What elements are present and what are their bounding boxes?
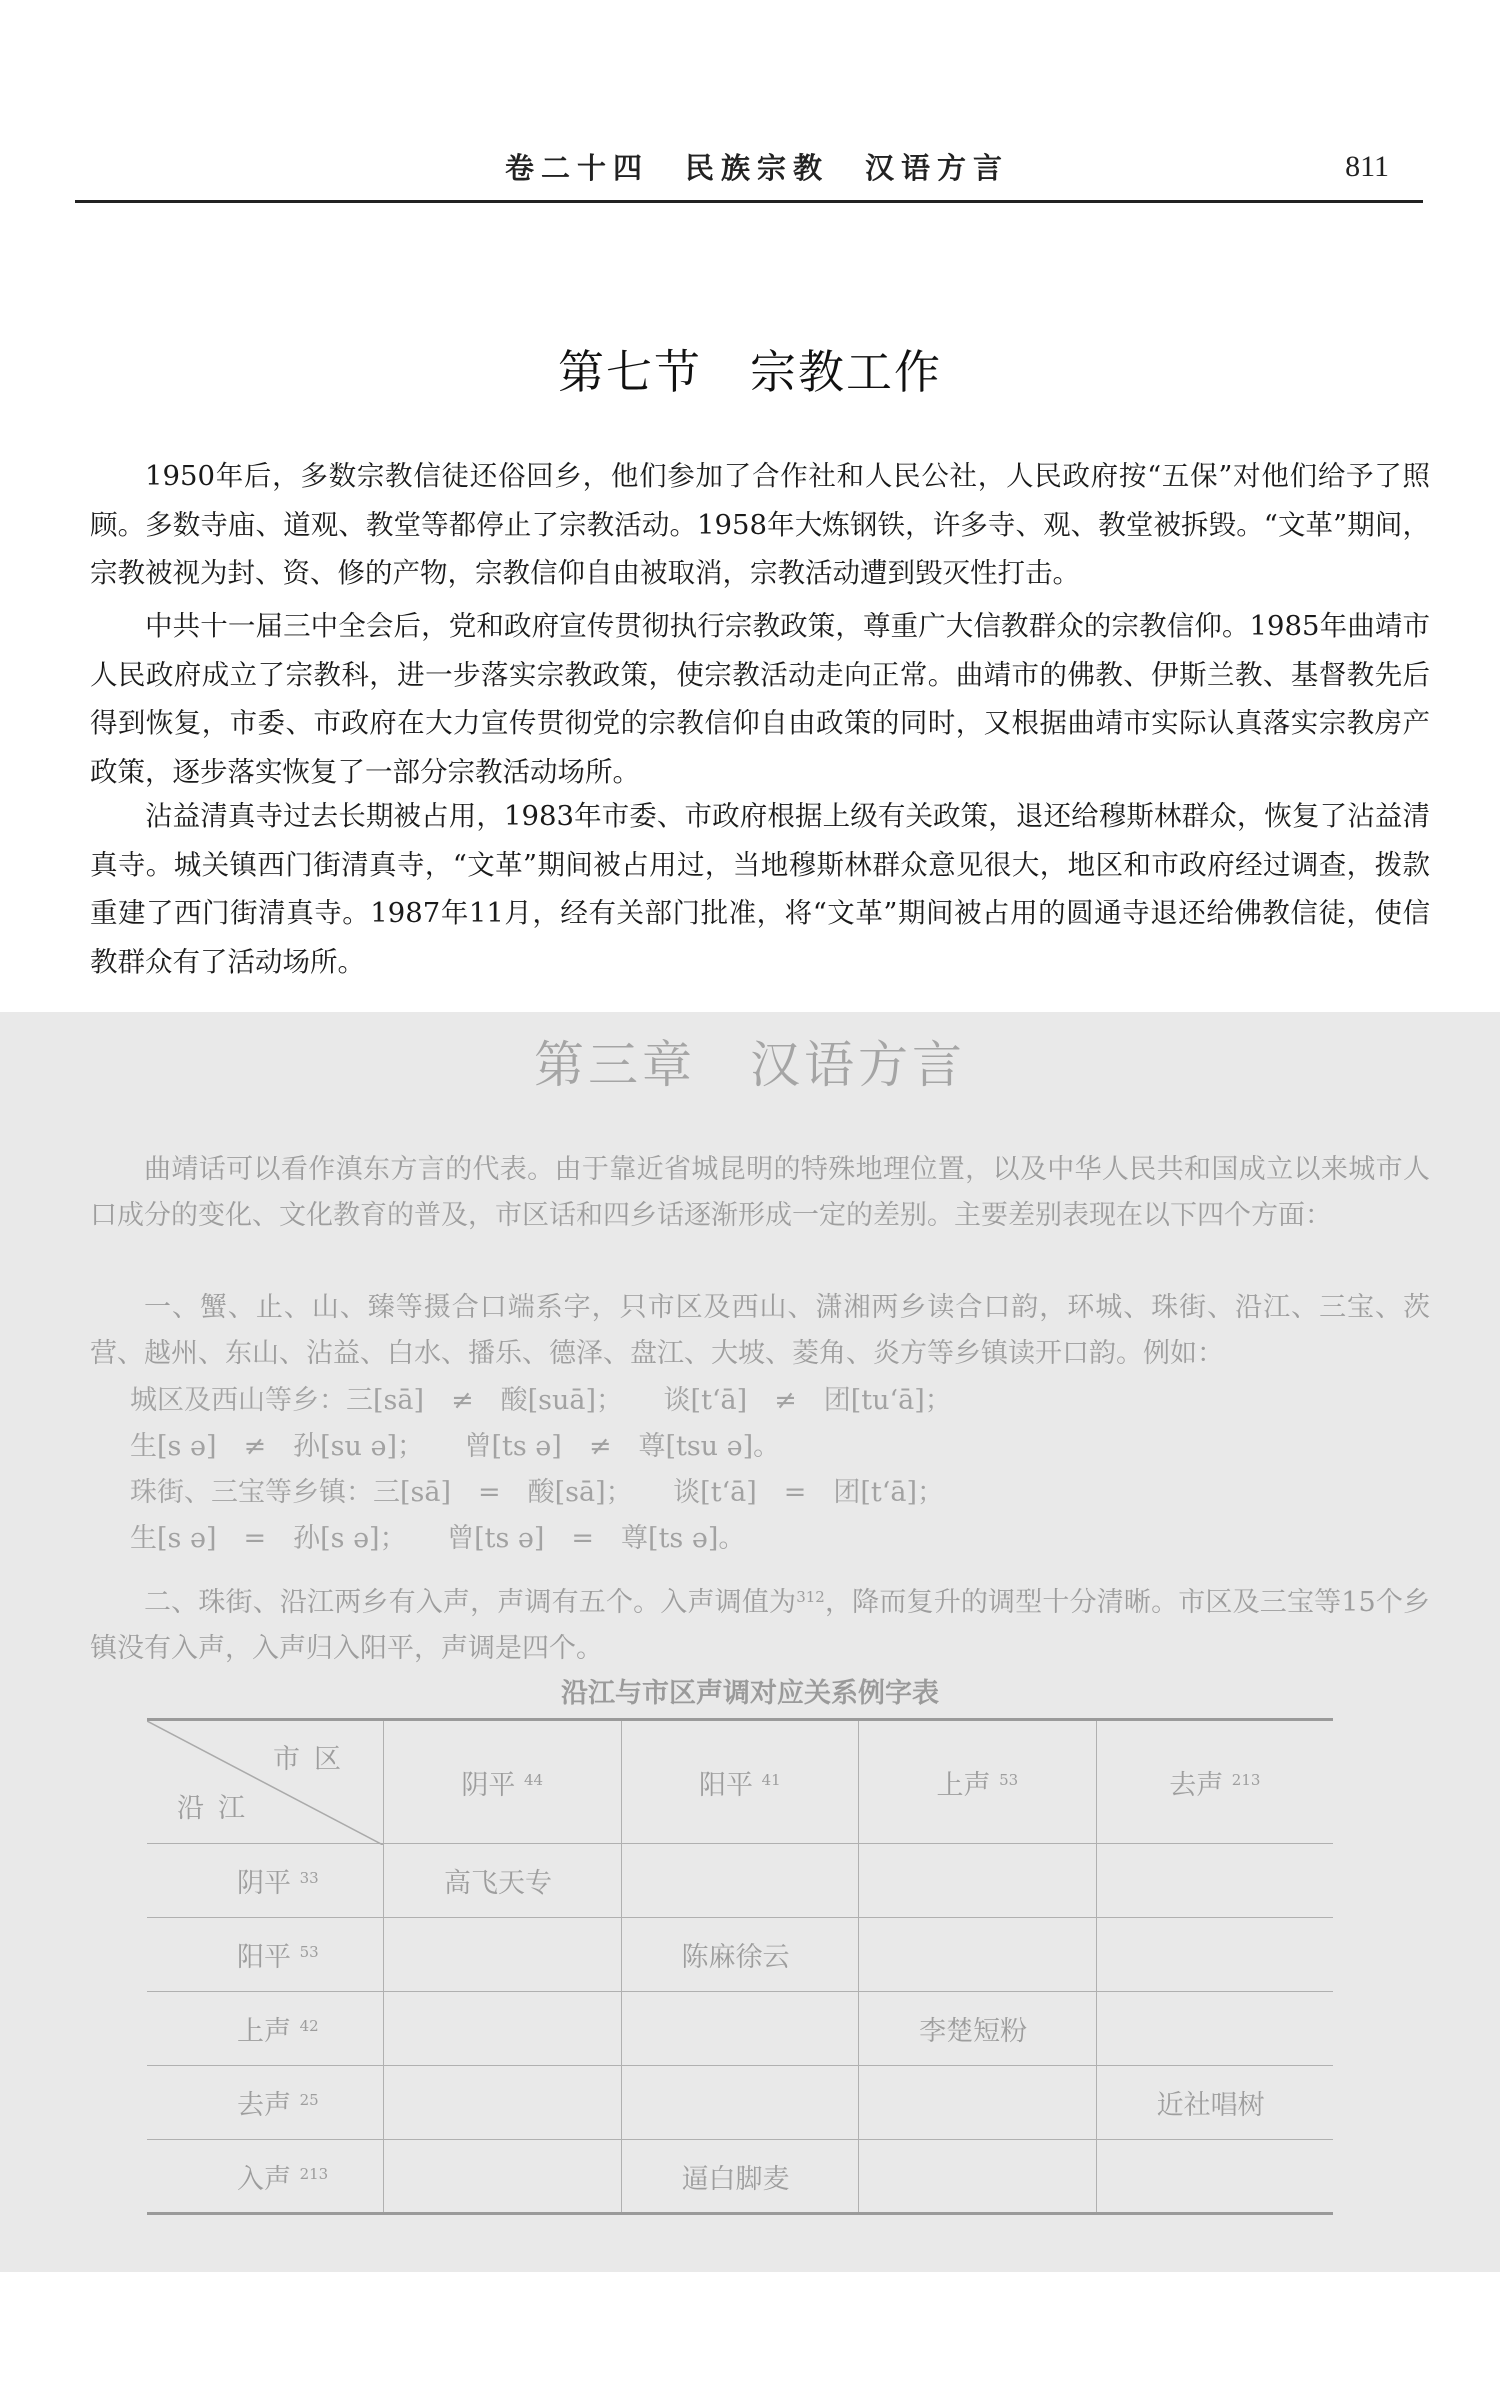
point-two (90, 1574, 1430, 1672)
row-tone: 33 (299, 1869, 319, 1887)
tone-value: 312 (796, 1588, 825, 1606)
row-tone: 25 (299, 2091, 319, 2109)
table-cell (859, 1918, 1097, 1992)
table-row (147, 2066, 1333, 2140)
column-name: 上声 (936, 1769, 991, 1801)
column-header (621, 1720, 859, 1844)
running-title: 卷二十四 民族宗教 汉语方言 (505, 151, 1010, 185)
table-cell: 陈麻徐云 (621, 1918, 859, 1992)
table-row (147, 1844, 1333, 1918)
table-cell (384, 2140, 622, 2214)
row-name: 阴平 (237, 1868, 291, 1899)
row-tone: 53 (299, 1943, 319, 1961)
table-cell (384, 1918, 622, 1992)
row-header (147, 1992, 384, 2066)
column-tone: 41 (761, 1770, 781, 1789)
column-header (859, 1720, 1097, 1844)
table-cell (384, 2066, 622, 2140)
chapter-title: 第三章 汉语方言 (534, 1036, 966, 1094)
table-cell: 近社唱树 (1096, 2066, 1333, 2140)
column-header (384, 1720, 622, 1844)
page-number: 811 (1345, 150, 1389, 183)
table-cell (859, 1844, 1097, 1918)
row-header (147, 2140, 384, 2214)
row-name: 阳平 (237, 1942, 291, 1973)
tone-table (147, 1718, 1333, 2215)
example-line-3: 珠街、三宝等乡镇：三[sā] = 酸[sā]； 谈[t‘ā] = 团[t‘ā]； (130, 1477, 944, 1508)
row-header (147, 1844, 384, 1918)
table-cell: 李楚短粉 (859, 1992, 1097, 2066)
column-tone: 213 (1231, 1770, 1261, 1789)
row-name: 入声 (237, 2163, 291, 2195)
table-row (147, 1992, 1333, 2066)
column-name: 阳平 (698, 1769, 753, 1801)
paragraph-2: 中共十一届三中全会后，党和政府宣传贯彻执行宗教政策，尊重广大信教群众的宗教信仰。1985年曲靖市人民政府成立了宗教科，进一步落实宗教政策，使宗教活动走向正常。曲靖市的佛教、伊斯兰教、基督教先后得到恢复，市委、市政府在大力宣传贯彻党的宗教信仰自由政策的同时，又根据曲靖市实际认真落实宗教房产政策，逐步落实恢复了一部分宗教活动场所。 (90, 610, 1430, 788)
corner-label-bottom: 沿江 (177, 1793, 259, 1824)
corner-label-top: 市区 (273, 1744, 355, 1775)
corner-cell (147, 1720, 384, 1844)
table-cell: 逼白脚麦 (621, 2140, 859, 2214)
row-name: 去声 (237, 2090, 291, 2121)
table-cell (859, 2140, 1097, 2214)
column-name: 去声 (1169, 1769, 1224, 1801)
table-header-row (147, 1720, 1333, 1844)
paragraph-1: 1950年后，多数宗教信徒还俗回乡，他们参加了合作社和人民公社，人民政府按“五保”对他们给予了照顾。多数寺庙、道观、教堂等都停止了宗教活动。1958年大炼钢铁，许多寺、观、教堂被拆毁。“文革”期间，宗教被视为封、资、修的产物，宗教信仰自由被取消，宗教活动遭到毁灭性打击。 (90, 460, 1430, 589)
example-line-2: 生[s ə] ≠ 孙[su ə]； 曾[ts ə] ≠ 尊[tsu ə]。 (130, 1431, 781, 1462)
table-cell (1096, 1844, 1333, 1918)
table-cell: 高飞天专 (384, 1844, 622, 1918)
example-line-1: 城区及西山等乡：三[sā] ≠ 酸[suā]； 谈[t‘ā] ≠ 团[tu‘ā]； (130, 1385, 952, 1416)
column-tone: 53 (999, 1770, 1019, 1789)
table-caption: 沿江与市区声调对应关系例字表 (561, 1678, 939, 1709)
row-header (147, 1918, 384, 1992)
table-cell (1096, 1918, 1333, 1992)
table-cell (1096, 1992, 1333, 2066)
point-two-text: 二、珠街、沿江两乡有入声，声调有五个。入声调值为 (144, 1587, 797, 1618)
row-name: 上声 (237, 2016, 291, 2047)
table-row (147, 1918, 1333, 1992)
row-tone: 213 (299, 2164, 329, 2183)
table-cell (1096, 2140, 1333, 2214)
section-title: 第七节 宗教工作 (558, 345, 942, 399)
table-row (147, 2140, 1333, 2214)
column-tone: 44 (524, 1770, 544, 1789)
running-head (75, 140, 1423, 203)
table-cell (621, 1992, 859, 2066)
example-line-4: 生[s ə] = 孙[s ə]； 曾[ts ə] = 尊[ts ə]。 (130, 1523, 746, 1554)
table-cell (859, 2066, 1097, 2140)
point-two-text-2: ，降而复升的调型十分清晰。市区及三宝等15个乡镇没有入声，入声归入阳平，声调是四个。 (90, 1587, 1431, 1664)
table-cell (621, 1844, 859, 1918)
column-header (1096, 1720, 1333, 1844)
point-one: 一、蟹、止、山、臻等摄合口端系字，只市区及西山、潇湘两乡读合口韵，环城、珠街、沿江、三宝、茨营、越州、东山、沾益、白水、播乐、德泽、盘江、大坡、菱角、炎方等乡镇读开口韵。例如： (90, 1292, 1430, 1369)
row-header (147, 2066, 384, 2140)
column-name: 阴平 (461, 1769, 516, 1801)
table-cell (384, 1992, 622, 2066)
paragraph-3: 沾益清真寺过去长期被占用，1983年市委、市政府根据上级有关政策，退还给穆斯林群众，恢复了沾益清真寺。城关镇西门街清真寺，“文革”期间被占用过，当地穆斯林群众意见很大，地区和市政府经过调查，拨款重建了西门街清真寺。1987年11月，经有关部门批准，将“文革”期间被占用的圆通寺退还给佛教信徒，使信教群众有了活动场所。 (90, 800, 1430, 978)
chapter-intro: 曲靖话可以看作滇东方言的代表。由于靠近省城昆明的特殊地理位置，以及中华人民共和国成立以来城市人口成分的变化、文化教育的普及，市区话和四乡话逐渐形成一定的差别。主要差别表现在以下四个方面： (90, 1154, 1430, 1231)
row-tone: 42 (299, 2017, 319, 2035)
table-cell (621, 2066, 859, 2140)
